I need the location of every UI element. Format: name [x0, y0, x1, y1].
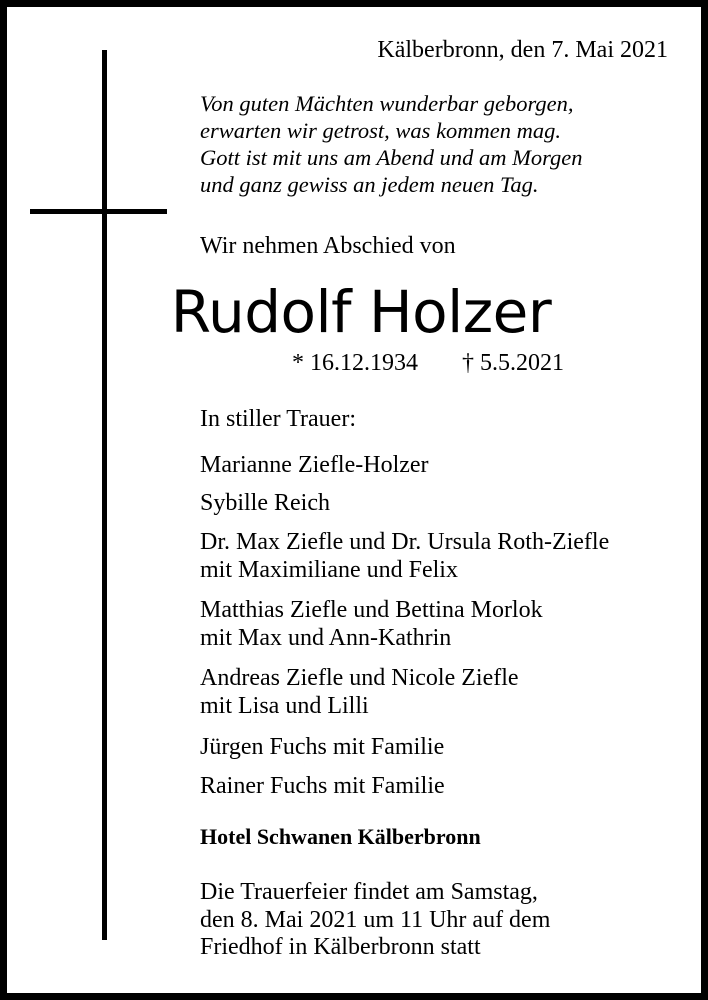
- poem-line: Von guten Mächten wunderbar geborgen,: [200, 91, 574, 116]
- funeral-line: den 8. Mai 2021 um 11 Uhr auf dem: [200, 906, 551, 933]
- place-date: Kälberbronn, den 7. Mai 2021: [377, 37, 668, 63]
- mourner-line: Andreas Ziefle und Nicole Ziefle: [200, 665, 519, 691]
- life-dates: [292, 349, 608, 377]
- mourner: Sybille Reich: [200, 490, 330, 516]
- cross-bar: [30, 209, 167, 214]
- death-date: † 5.5.2021: [462, 350, 564, 376]
- funeral-info: [200, 879, 550, 962]
- funeral-line: Friedhof in Kälberbronn statt: [200, 934, 481, 960]
- funeral-line: Die Trauerfeier findet am Samstag,: [200, 879, 538, 905]
- poem: [200, 90, 583, 198]
- mourner-line: Dr. Max Ziefle und Dr. Ursula Roth-Ziefle: [200, 529, 610, 555]
- mourners-heading: In stiller Trauer:: [200, 406, 356, 432]
- mourner-line: mit Max und Ann-Kathrin: [200, 625, 452, 651]
- mourner-line: Matthias Ziefle und Bettina Morlok: [200, 597, 543, 623]
- mourner: [200, 596, 543, 652]
- mourner-line: mit Maximiliane und Felix: [200, 557, 458, 583]
- mourner: Rainer Fuchs mit Familie: [200, 773, 445, 799]
- poem-line: Gott ist mit uns am Abend und am Morgen: [200, 145, 583, 170]
- poem-line: und ganz gewiss an jedem neuen Tag.: [200, 172, 539, 197]
- birth-date: * 16.12.1934: [292, 350, 418, 376]
- hotel: Hotel Schwanen Kälberbronn: [200, 824, 481, 849]
- mourner-line: mit Lisa und Lilli: [200, 693, 369, 719]
- mourner: Jürgen Fuchs mit Familie: [200, 734, 445, 760]
- deceased-name: Rudolf Holzer: [170, 278, 552, 346]
- mourner: [200, 664, 519, 720]
- cross-icon: [102, 50, 107, 940]
- mourner: [200, 528, 609, 584]
- mourner: Marianne Ziefle-Holzer: [200, 452, 429, 478]
- poem-line: erwarten wir getrost, was kommen mag.: [200, 118, 562, 143]
- intro: Wir nehmen Abschied von: [200, 233, 456, 259]
